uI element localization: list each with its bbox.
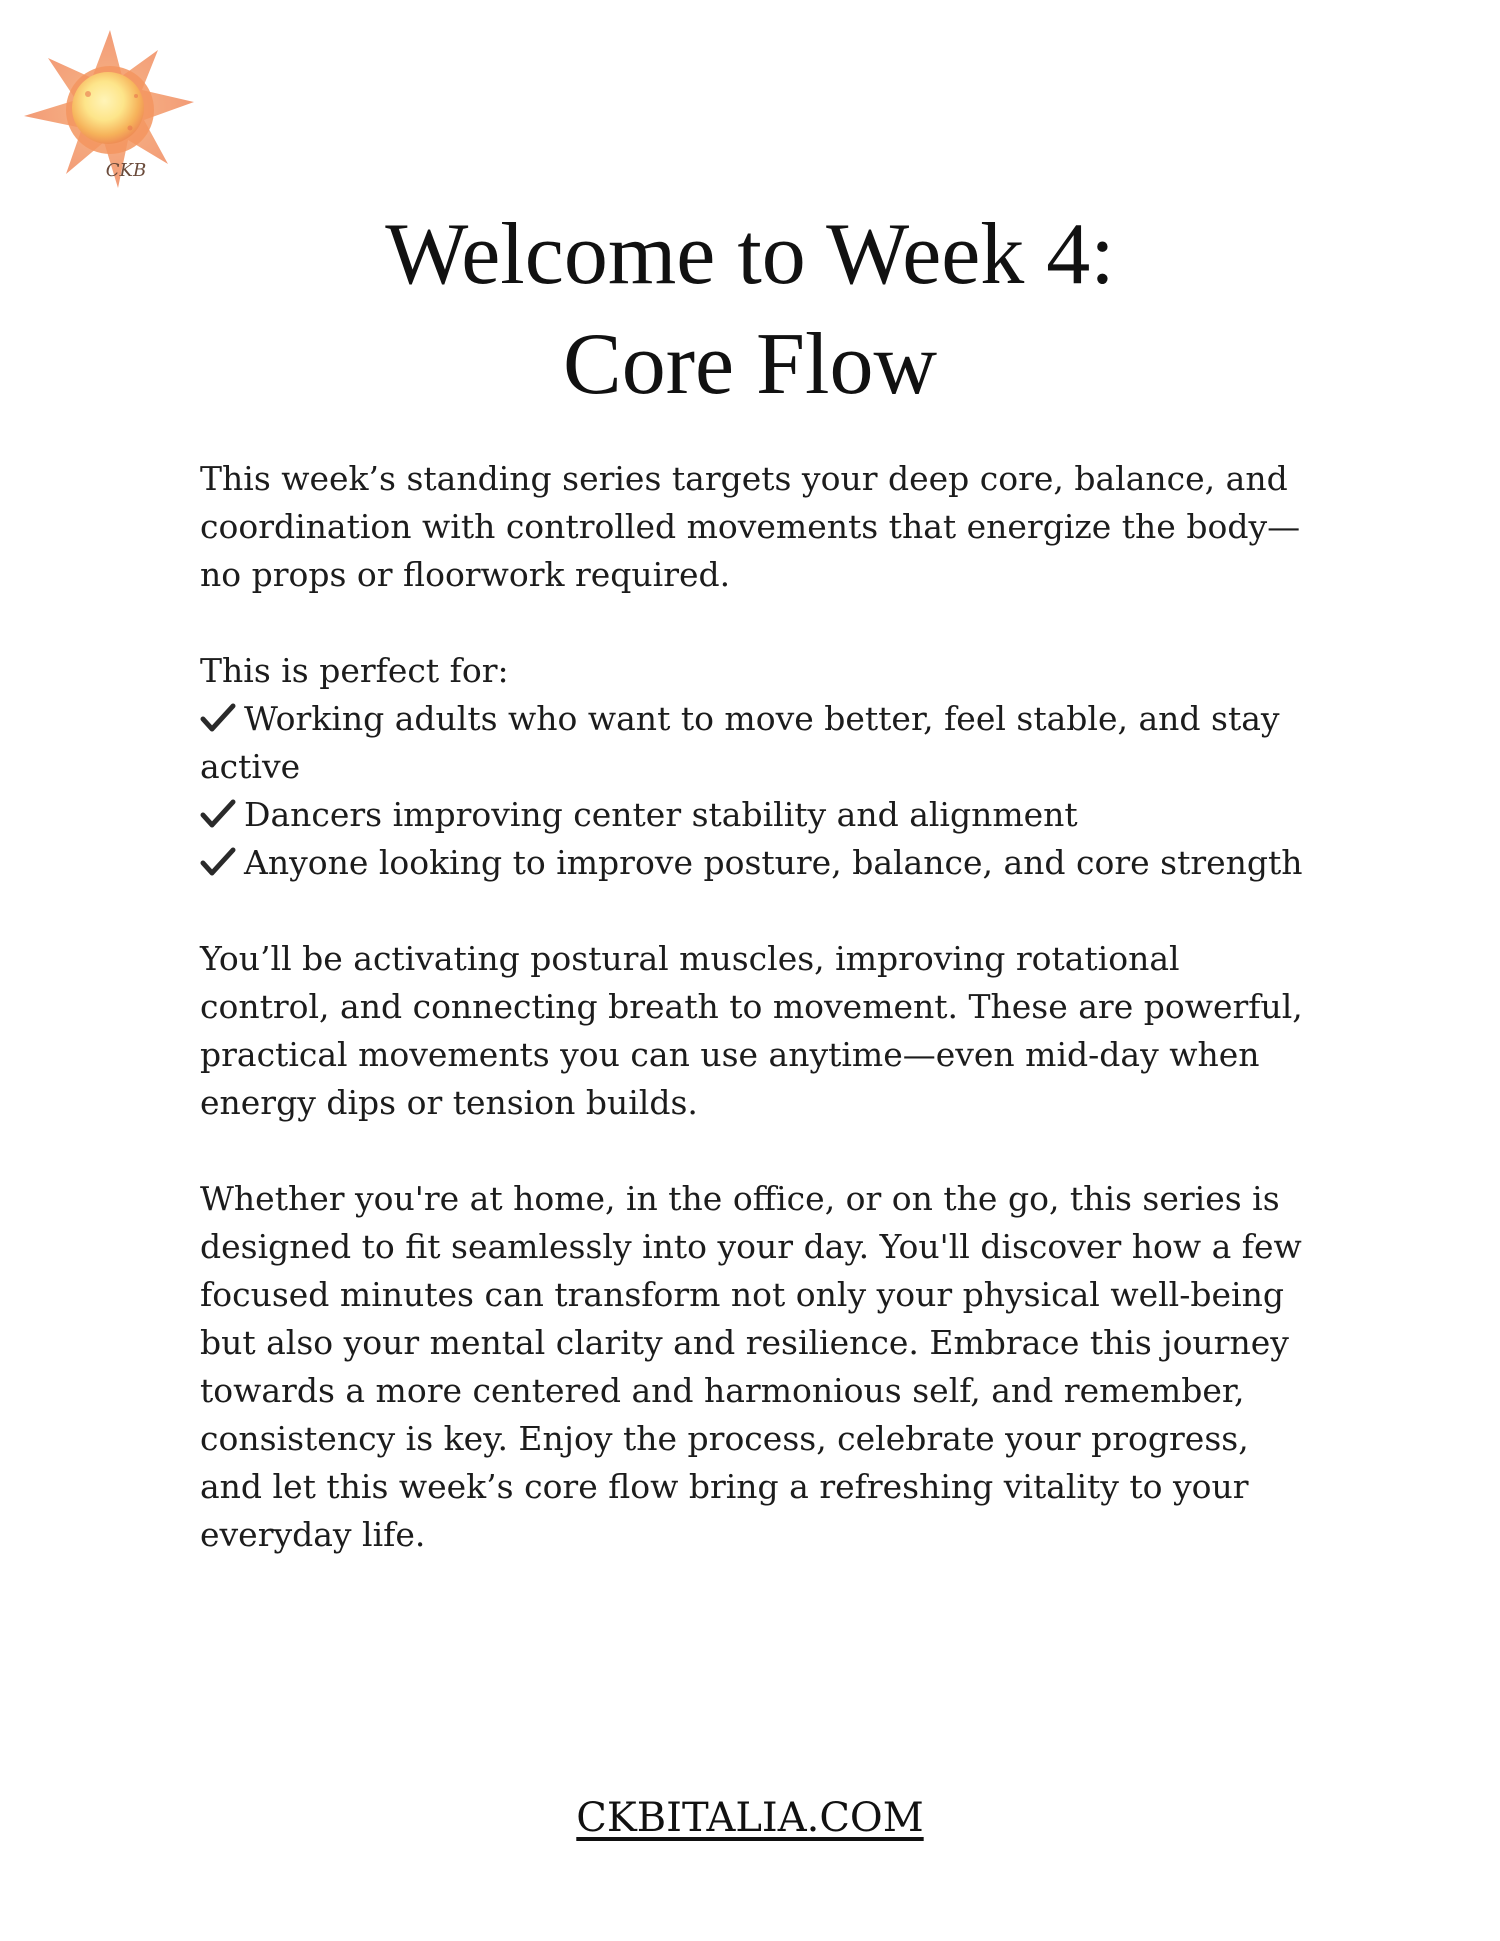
intro-paragraph: This week’s standing series targets your deep core, balance, and coordination with controlled movements that energize the body—no props or floorwork required.	[200, 459, 1301, 594]
check-mark-icon	[200, 846, 236, 878]
list-item	[200, 695, 1310, 791]
list-item-text: Dancers improving center stability and alignment	[244, 795, 1078, 834]
list-item-text: Anyone looking to improve posture, balance, and core strength	[244, 843, 1303, 882]
perfect-for-list	[200, 695, 1310, 887]
check-mark-icon	[200, 702, 236, 734]
list-item-text: Working adults who want to move better, feel stable, and stay active	[200, 699, 1280, 786]
title-line-2: Core Flow	[563, 316, 937, 413]
footer	[0, 1790, 1500, 1846]
logo-text: CKB	[105, 160, 147, 181]
page-title	[0, 200, 1500, 420]
website-link[interactable]: CKBITALIA.COM	[576, 1795, 924, 1841]
list-item	[200, 791, 1310, 839]
main-content	[200, 455, 1310, 1607]
body-paragraph-1: You’ll be activating postural muscles, improving rotational control, and connecting breath to movement. These are powerful, practical movements you can use anytime—even mid-day when energy dips or tension builds.	[200, 939, 1303, 1122]
list-item	[200, 839, 1310, 887]
sun-logo-icon	[18, 24, 202, 196]
body-paragraph-2: Whether you're at home, in the office, or on the go, this series is designed to fit seamlessly into your day. You'll discover how a few focused minutes can transform not only your physical well-being but also your mental clarity and resilience. Embrace this journey towards a more centered and harmonious self, and remember, consistency is key. Enjoy the process, celebrate your progress, and let this week’s core flow bring a refreshing vitality to your everyday life.	[200, 1179, 1302, 1554]
perfect-for-heading: This is perfect for:	[200, 651, 509, 690]
check-mark-icon	[200, 798, 236, 830]
title-line-1: Welcome to Week 4:	[385, 206, 1115, 303]
